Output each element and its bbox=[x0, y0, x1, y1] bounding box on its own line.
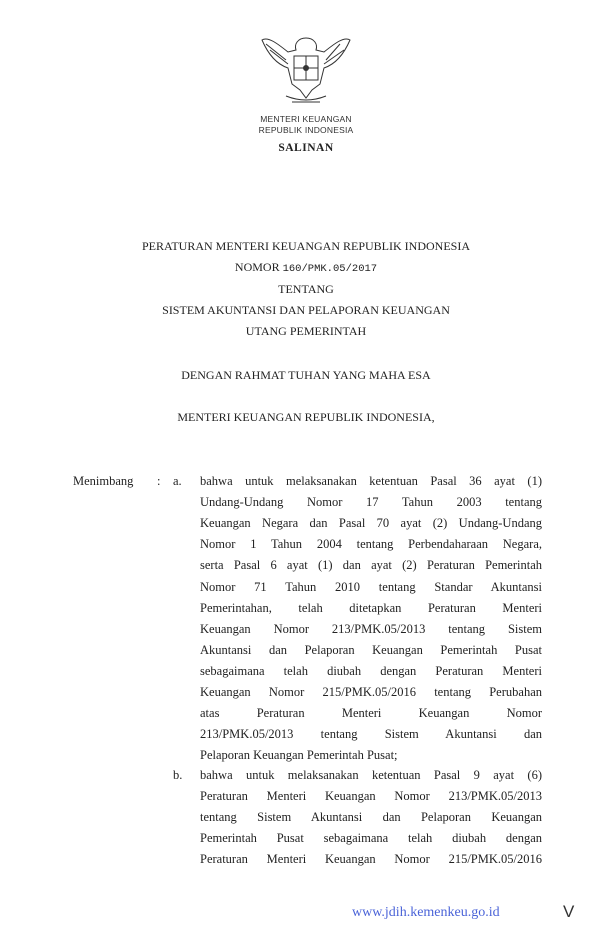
body-text-line: sebagaimana telah diubah dengan Peraturan Menteri bbox=[200, 663, 542, 678]
body-text-line: Keuangan Nomor 213/PMK.05/2013 tentang Sistem bbox=[200, 621, 542, 636]
regulation-title: PERATURAN MENTERI KEUANGAN REPUBLIK INDONESIA bbox=[142, 239, 470, 253]
menimbang-label: Menimbang bbox=[73, 474, 134, 488]
body-text-line: bahwa untuk melaksanakan ketentuan Pasal 36 ayat (1) bbox=[200, 474, 542, 488]
body-text-line: Nomor 1 Tahun 2004 tentang Perbendaharaan Negara, bbox=[200, 537, 542, 552]
tentang-label: TENTANG bbox=[278, 282, 334, 296]
body-text-line: Pelaporan Keuangan Pemerintah Pusat; bbox=[200, 748, 398, 763]
body-text-line: Akuntansi dan Pelaporan Keuangan Pemerintah Pusat bbox=[200, 642, 542, 657]
menteri-line: MENTERI KEUANGAN REPUBLIK INDONESIA, bbox=[177, 410, 435, 424]
body-text-line: Undang-Undang Nomor 17 Tahun 2003 tentang bbox=[200, 495, 542, 510]
body-text-line: serta Pasal 6 ayat (1) dan ayat (2) Peraturan Pemerintah bbox=[200, 558, 542, 573]
body-text-line: 213/PMK.05/2013 tentang Sistem Akuntansi dan bbox=[200, 727, 542, 742]
body-text-line: Nomor 71 Tahun 2010 tentang Standar Akuntansi bbox=[200, 579, 542, 594]
body-text-line: Keuangan Negara dan Pasal 70 ayat (2) Undang-Undang bbox=[200, 516, 542, 531]
body-text-line: atas Peraturan Menteri Keuangan Nomor bbox=[200, 706, 542, 721]
body-text-line: Peraturan Menteri Keuangan Nomor 215/PMK.05/2016 bbox=[200, 852, 542, 867]
body-text-line: Keuangan Nomor 215/PMK.05/2016 tentang Perubahan bbox=[200, 685, 542, 699]
body-text-line: tentang Sistem Akuntansi dan Pelaporan Keuangan bbox=[200, 810, 542, 825]
nomor-label: NOMOR bbox=[234, 260, 280, 274]
body-text-line: Pemerintah Pusat sebagaimana telah diubah dengan bbox=[200, 831, 542, 846]
ministry-name: MENTERI KEUANGAN bbox=[260, 114, 352, 124]
jdih-link[interactable]: www.jdih.kemenkeu.go.id bbox=[352, 905, 500, 920]
republic-name: REPUBLIK INDONESIA bbox=[258, 125, 354, 135]
menimbang-colon: : bbox=[157, 474, 161, 488]
check-mark: V bbox=[563, 902, 575, 921]
nomor-value: 160/PMK.05/2017 bbox=[282, 263, 378, 275]
item-marker-b: b. bbox=[173, 768, 183, 782]
body-text-line: Pemerintahan, telah ditetapkan Peraturan Menteri bbox=[200, 600, 542, 615]
body-text-line: Peraturan Menteri Keuangan Nomor 213/PMK.05/2013 bbox=[200, 789, 542, 804]
subject-line-2: UTANG PEMERINTAH bbox=[245, 324, 367, 338]
salinan-stamp: SALINAN bbox=[278, 142, 334, 154]
regulation-number bbox=[0, 260, 612, 277]
rahmat-line: DENGAN RAHMAT TUHAN YANG MAHA ESA bbox=[181, 368, 431, 382]
garuda-emblem-icon bbox=[258, 24, 354, 110]
body-text-line: bahwa untuk melaksanakan ketentuan Pasal 9 ayat (6) bbox=[200, 768, 542, 782]
subject-line-1: SISTEM AKUNTANSI DAN PELAPORAN KEUANGAN bbox=[162, 303, 450, 317]
item-marker-a: a. bbox=[173, 474, 182, 488]
